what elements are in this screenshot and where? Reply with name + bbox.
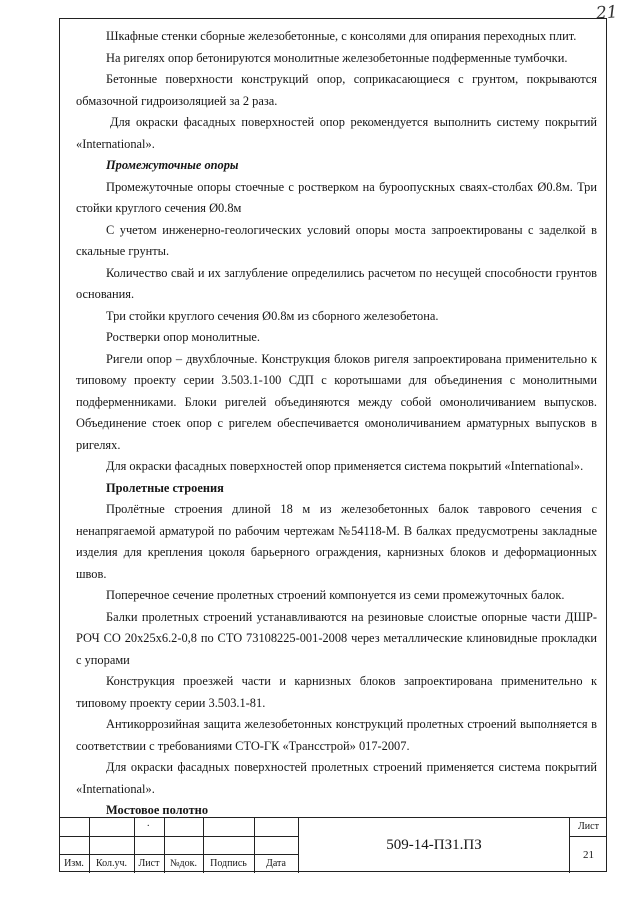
paragraph: Ригели опор – двухблочные. Конструкция блоков ригеля запроектирована применительно к типовому проекту серии 3.503.1-100 СДП с коротышами для объединения с монолитными подферменниками. Блоки ригелей объединяются между собой омоноличиванием выпусков. Объединение стоек опор с ригелем обеспечивается омоноличиванием арматурных выпусков в ригелях. <box>76 351 597 452</box>
paragraph: Три стойки круглого сечения Ø0.8м из сборного железобетона. <box>106 308 439 323</box>
paragraph: Поперечное сечение пролетных строений компонуется из семи промежуточных балок. <box>106 588 565 602</box>
paragraph: На ригелях опор бетонируются монолитные железобетонные подферменные тумбочки. <box>106 50 568 65</box>
paragraph: Промежуточные опоры стоечные с ростверком на буроопускных сваях-столбах Ø0.8м. Три стойки круглого сечения Ø0.8м <box>76 179 597 215</box>
paragraph: Для окраски фасадных поверхностей опор рекомендуется выполнить систему покрытий «International». <box>76 115 597 151</box>
stamp-col-data: Дата <box>266 858 286 869</box>
paragraph: Конструкция проезжей части и карнизных блоков запроектирована применительно к типовому проекту серии 3.503.1-81. <box>76 674 597 710</box>
paragraph: Пролётные строения длиной 18 м из железобетонных балок таврового сечения с ненапрягаемой арматурой по рабочим чертежам №54118-М. В балках предусмотрены закладные изделия для крепления цоколя барьерного ограждения, карнизных блоков и деформационных швов. <box>76 502 597 581</box>
paragraph: Для окраски фасадных поверхностей опор применяется система покрытий «International». <box>106 459 584 473</box>
paragraph: Балки пролетных строений устанавливаются на резиновые слоистые опорные части ДШР-РОЧ СО 20х25х6.2-0,8 по СТО 73108225-001-2008 через металлические клиновидные прокладки с упорами <box>76 609 597 667</box>
paragraph: Для окраски фасадных поверхностей пролетных строений применяется система покрытий «International». <box>76 760 597 796</box>
paragraph: Ростверки опор монолитные. <box>106 330 261 344</box>
section-heading: Промежуточные опоры <box>106 158 239 172</box>
paragraph: Антикоррозийная защита железобетонных конструкций пролетных строений выполняется в соответствии с требованиями СТО-ГК «Трансстрой» 017-2007. <box>76 717 597 753</box>
paragraph: Бетонные поверхности конструкций опор, соприкасающиеся с грунтом, покрываются обмазочной гидроизоляцией за 2 раза. <box>76 72 597 108</box>
section-heading: Мостовое полотно <box>106 803 209 817</box>
handwritten-page-number: 21 <box>595 2 619 24</box>
stamp-row-line <box>59 836 298 837</box>
paragraph: С учетом инженерно-геологических условий опоры моста запроектированы с заделкой в скальные грунты. <box>76 222 597 258</box>
stamp-col-list: Лист <box>138 858 160 869</box>
stamp-col-podpis: Подпись <box>210 858 247 869</box>
stamp-col-izm: Изм. <box>64 858 84 869</box>
title-block <box>59 817 607 873</box>
stamp-col-ndok: №док. <box>170 858 197 869</box>
paragraph: Количество свай и их заглубление определились расчетом по несущей способности грунтов основания. <box>76 265 597 301</box>
document-body <box>76 26 597 822</box>
sheet-number: 21 <box>583 849 594 861</box>
sheet-label: Лист <box>578 821 599 832</box>
stamp-dot: . <box>147 818 150 829</box>
section-heading: Пролетные строения <box>106 480 224 495</box>
stamp-col-kol-uch: Кол.уч. <box>95 858 128 869</box>
document-code: 509-14-ПЗ1.ПЗ <box>386 837 482 853</box>
paragraph: Шкафные стенки сборные железобетонные, с консолями для опирания переходных плит. <box>106 29 577 43</box>
